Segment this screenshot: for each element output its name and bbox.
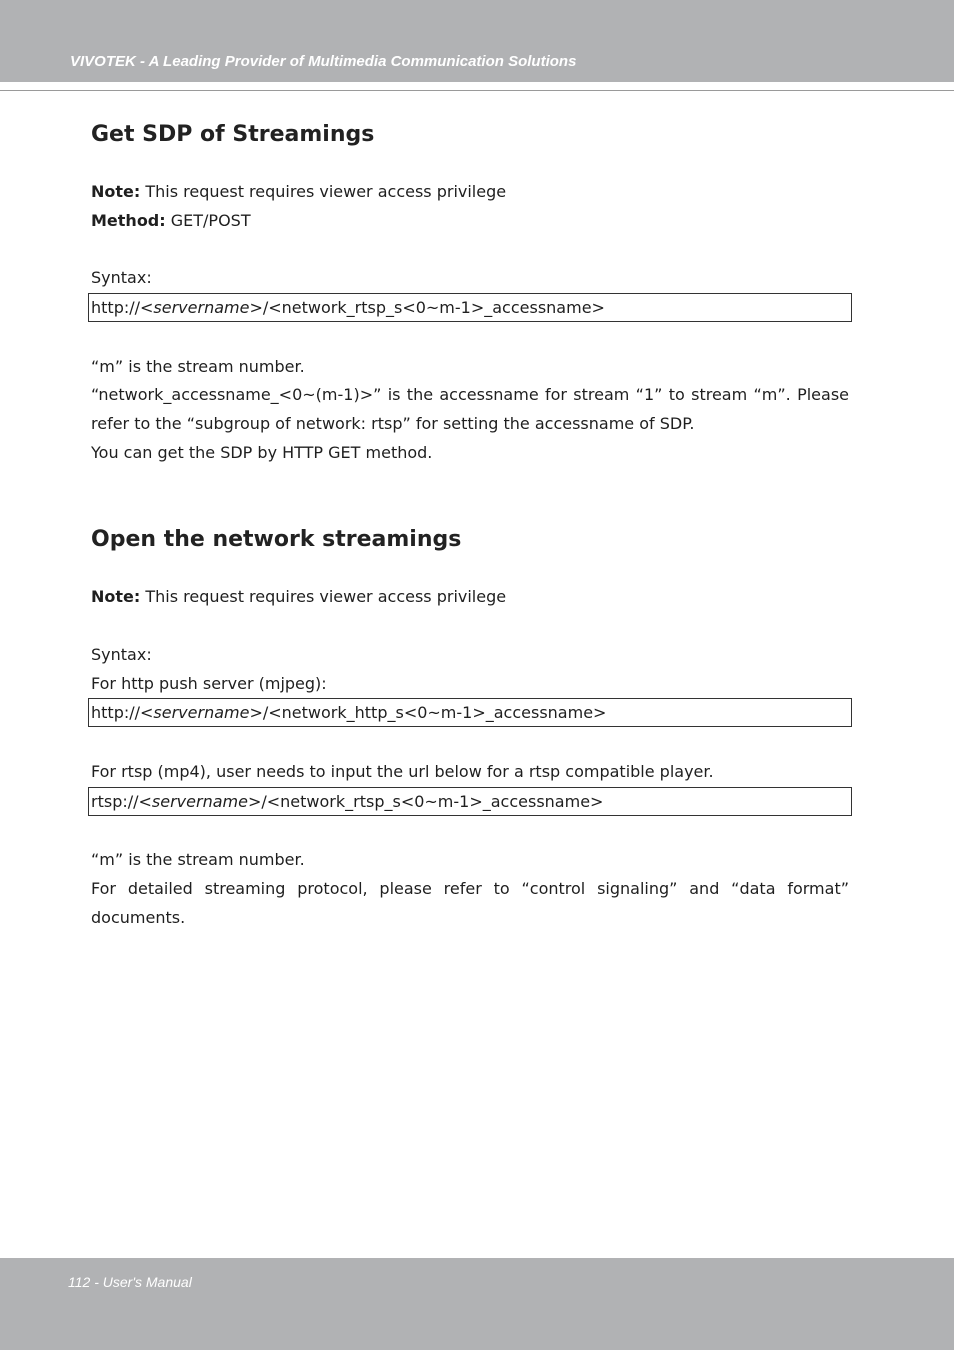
syntax-box-sdp	[88, 293, 852, 322]
syntax-box-rtsp	[88, 787, 852, 816]
paragraph-http-get: You can get the SDP by HTTP GET method.	[91, 443, 433, 462]
paragraph-accessname-line1-text: “network_accessname_<0~(m-1)>” is the accessname for stream “1” to stream “m”. Please	[91, 385, 849, 404]
syntax-prefix: http://<	[91, 703, 154, 722]
http-push-label: For http push server (mjpeg):	[91, 674, 327, 693]
paragraph-protocol-line1-text: For detailed streaming protocol, please refer to “control signaling” and “data format”	[91, 879, 849, 898]
note-line	[91, 586, 506, 608]
method-line	[91, 210, 251, 232]
note-text: This request requires viewer access privilege	[140, 182, 507, 201]
footer-band	[0, 1258, 954, 1350]
syntax-label: Syntax:	[91, 645, 152, 664]
note-label: Note:	[91, 587, 141, 606]
header-rule	[0, 90, 954, 91]
section-heading-get-sdp: Get SDP of Streamings	[91, 122, 375, 147]
paragraph-stream-number: “m” is the stream number.	[91, 357, 305, 376]
syntax-prefix: rtsp://<	[91, 792, 152, 811]
syntax-prefix: http://<	[91, 298, 154, 317]
note-label: Note:	[91, 182, 141, 201]
syntax-suffix: >/<network_rtsp_s<0~m-1>_accessname>	[247, 792, 604, 811]
syntax-suffix: >/<network_http_s<0~m-1>_accessname>	[249, 703, 607, 722]
method-text: GET/POST	[165, 211, 251, 230]
paragraph-accessname-line1	[91, 384, 849, 406]
syntax-servername: servername	[151, 792, 248, 811]
note-text: This request requires viewer access privilege	[140, 587, 507, 606]
section-heading-open-streamings: Open the network streamings	[91, 527, 462, 552]
paragraph-accessname-line2: refer to the “subgroup of network: rtsp” for setting the accessname of SDP.	[91, 414, 695, 433]
note-line	[91, 181, 506, 203]
paragraph-protocol-line1	[91, 878, 849, 900]
method-label: Method:	[91, 211, 166, 230]
header-title: VIVOTEK - A Leading Provider of Multimedia Communication Solutions	[70, 53, 577, 70]
syntax-box-http	[88, 698, 852, 727]
syntax-suffix: >/<network_rtsp_s<0~m-1>_accessname>	[249, 298, 605, 317]
paragraph-protocol-line2: documents.	[91, 908, 186, 927]
paragraph-stream-number: “m” is the stream number.	[91, 850, 305, 869]
syntax-label: Syntax:	[91, 268, 152, 287]
footer-page-label: 112 - User's Manual	[68, 1274, 192, 1290]
syntax-servername: servername	[153, 298, 250, 317]
syntax-servername: servername	[153, 703, 250, 722]
rtsp-label: For rtsp (mp4), user needs to input the url below for a rtsp compatible player.	[91, 762, 714, 781]
